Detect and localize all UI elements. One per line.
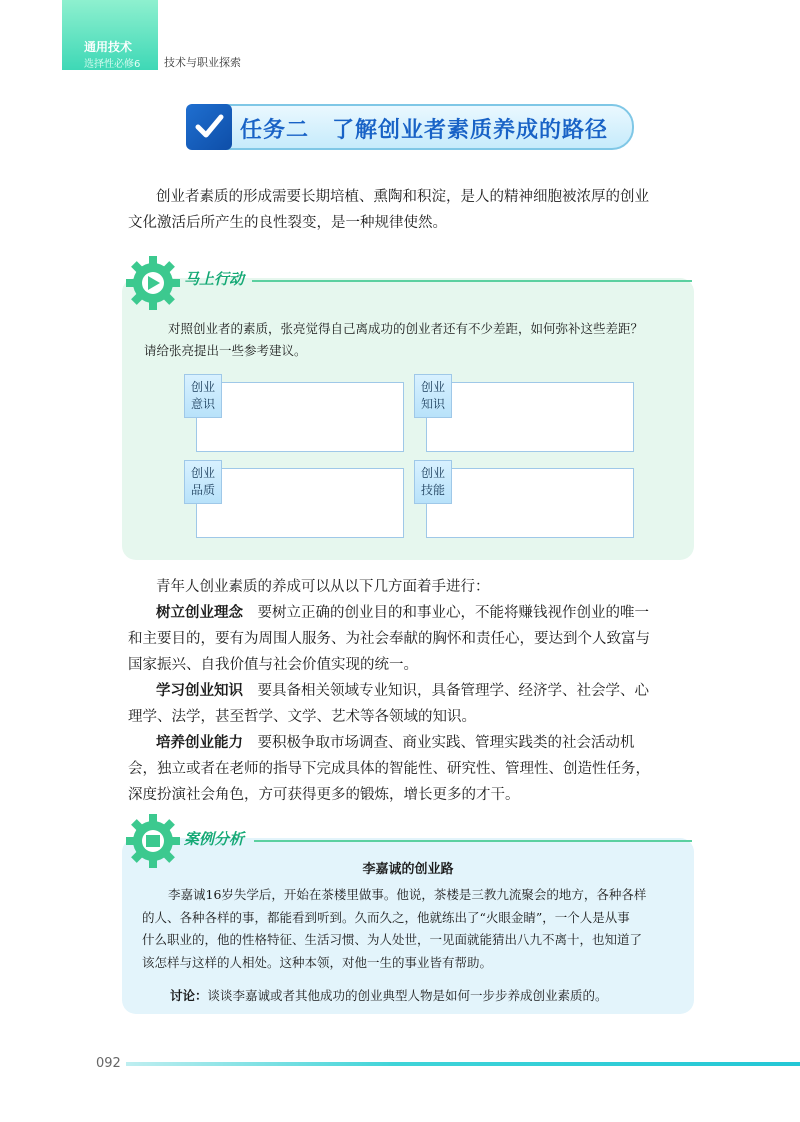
heading-concept: 树立创业理念	[156, 605, 243, 621]
paragraph-concept	[128, 600, 710, 626]
body-line: 理学、法学，甚至哲学、文学、艺术等各领域的知识。	[128, 709, 476, 725]
intro-line-2: 文化激活后所产生的良性裂变，是一种规律使然。	[128, 215, 447, 231]
case-line: 该怎样与这样的人相处。这种本领，对他一生的事业皆有帮助。	[142, 954, 493, 970]
body-line: 要积极争取市场调查、商业实践、管理实践类的社会活动机	[257, 735, 635, 751]
field-label-line: 创业	[421, 466, 446, 480]
case-line: 什么职业的，他的性格特征、生活习惯、为人处世，一见面就能猜出八九不离十，也知道了	[142, 932, 643, 947]
field-label-line: 创业	[421, 380, 446, 394]
body-line: 要具备相关领域专业知识，具备管理学、经济学、社会学、心	[257, 683, 649, 699]
field-label-quality	[184, 460, 222, 504]
intro-paragraph	[128, 184, 710, 236]
case-title: 李嘉诚的创业路	[362, 862, 454, 877]
answer-box-skill[interactable]	[426, 468, 634, 538]
series-tab	[62, 0, 158, 70]
answer-box-awareness[interactable]	[196, 382, 404, 452]
paragraph-ability	[128, 730, 710, 756]
gear-icon	[124, 254, 182, 312]
discussion-text: 谈谈李嘉诚或者其他成功的创业典型人物是如何一步步养成创业素质的。	[207, 988, 608, 1003]
field-label-line: 技能	[421, 483, 446, 497]
field-label-knowledge	[414, 374, 452, 418]
body-section	[128, 574, 710, 808]
case-line: 的人、各种各样的事，都能看到听到。久而久之，他就练出了“火眼金睛”，一个人是从事	[142, 909, 630, 925]
body-line: 要树立正确的创业目的和事业心，不能将赚钱视作创业的唯一	[257, 605, 649, 621]
case-label: 案例分析	[184, 830, 245, 848]
body-line: 会，独立或者在老师的指导下完成具体的智能性、研究性、管理性、创造性任务，	[128, 761, 650, 777]
case-discussion	[170, 986, 608, 1004]
discussion-heading: 讨论：	[170, 988, 208, 1003]
action-divider	[252, 280, 692, 282]
heading-knowledge: 学习创业知识	[156, 683, 243, 699]
paragraph-knowledge	[128, 678, 710, 704]
body-line: 国家振兴、自我价值与社会价值实现的统一。	[128, 657, 418, 673]
body-line: 深度扮演社会角色，方可获得更多的锻炼，增长更多的才干。	[128, 787, 520, 803]
action-prompt	[132, 318, 688, 362]
action-prompt-line-1: 对照创业者的素质，张亮觉得自己离成功的创业者还有不少差距，如何弥补这些差距？	[168, 321, 644, 336]
answer-box-knowledge[interactable]	[426, 382, 634, 452]
body-line: 和主要目的，要有为周围人服务、为社会奉献的胸怀和责任心，要达到个人致富与	[128, 631, 650, 647]
case-story	[142, 884, 682, 974]
field-label-line: 创业	[191, 380, 216, 394]
field-label-line: 创业	[191, 466, 216, 480]
series-title: 通用技术	[84, 40, 133, 54]
field-label-line: 知识	[421, 397, 446, 411]
answer-box-quality[interactable]	[196, 468, 404, 538]
field-label-skill	[414, 460, 452, 504]
intro-line-1: 创业者素质的形成需要长期培植、熏陶和积淀，是人的精神细胞被浓厚的创业	[156, 189, 649, 205]
body-lead: 青年人创业素质的养成可以从以下几方面着手进行：	[156, 579, 490, 595]
heading-ability: 培养创业能力	[156, 735, 243, 751]
series-subtitle: 选择性必修6	[84, 59, 141, 70]
task-title: 任务二 了解创业者素质养成的路径	[240, 118, 609, 143]
action-label: 马上行动	[184, 270, 245, 288]
field-label-awareness	[184, 374, 222, 418]
section-title: 技术与职业探索	[164, 56, 241, 69]
checkmark-icon	[186, 104, 232, 150]
field-label-line: 意识	[191, 397, 216, 411]
case-divider	[254, 840, 692, 842]
case-line: 李嘉诚16岁失学后，开始在茶楼里做事。他说，茶楼是三教九流聚会的地方，各种各样	[168, 887, 647, 902]
action-prompt-line-2: 请给张亮提出一些参考建议。	[144, 343, 307, 358]
page-number: 092	[96, 1056, 121, 1071]
field-label-line: 品质	[191, 483, 216, 497]
footer-rule	[126, 1062, 800, 1066]
